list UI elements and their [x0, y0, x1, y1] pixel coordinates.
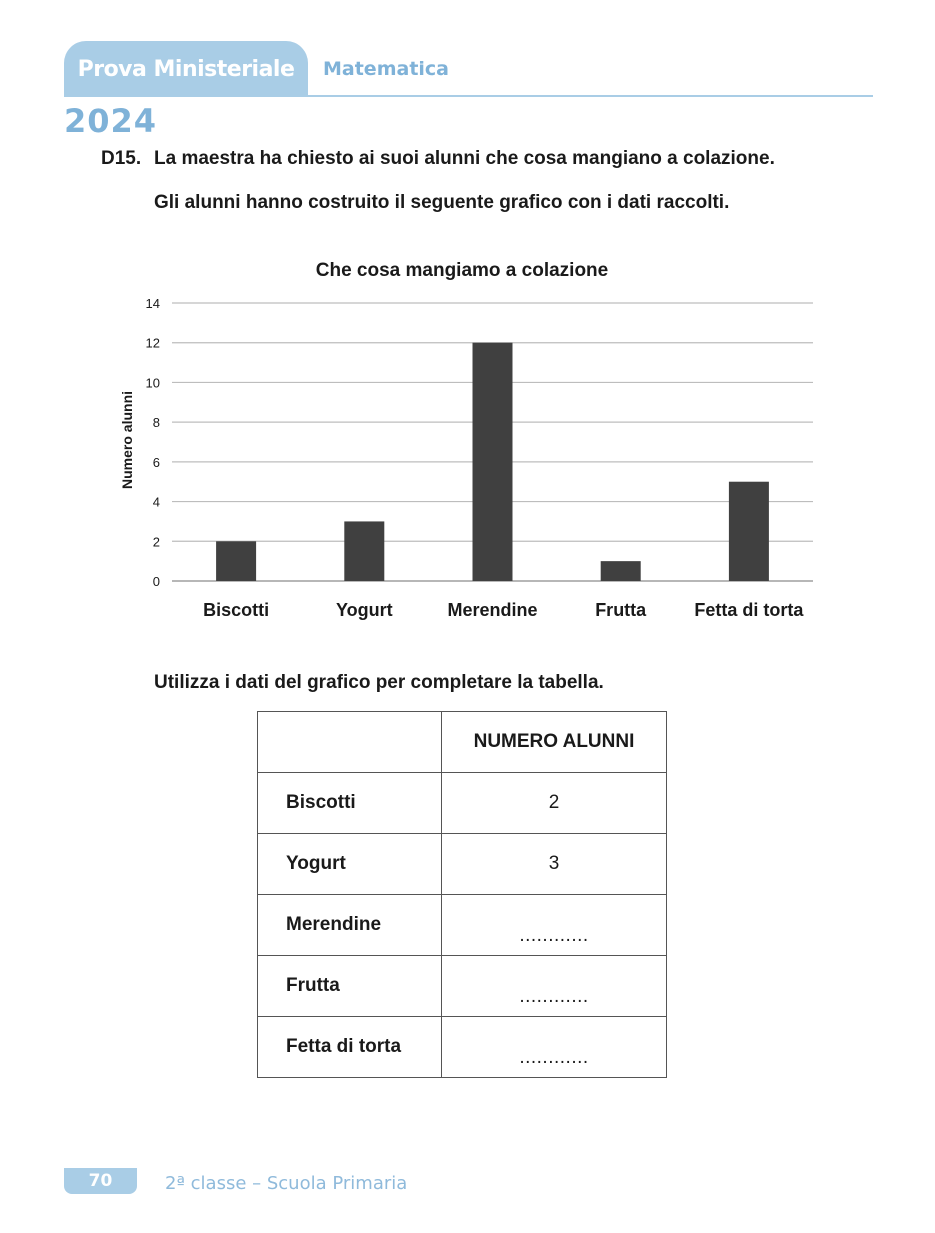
page-number: 70 [64, 1168, 137, 1194]
bar-biscotti [216, 541, 256, 581]
y-tick-label: 8 [152, 415, 160, 431]
row-label: Fetta di torta [258, 1017, 442, 1078]
blank-dots: ............ [519, 1047, 589, 1068]
subject-label: Matematica [323, 58, 449, 80]
row-value: 2 [442, 773, 667, 834]
row-answer-blank[interactable] [442, 895, 667, 956]
blank-dots: ............ [519, 925, 589, 946]
chart-title: Che cosa mangiamo a colazione [315, 260, 609, 281]
x-tick-label: Yogurt [335, 600, 393, 620]
bar-frutta [601, 561, 641, 581]
breakfast-bar-chart [110, 250, 830, 630]
bar-merendine [473, 343, 513, 581]
row-label: Yogurt [258, 834, 442, 895]
year-label: 2024 [64, 102, 158, 140]
footer-text: 2ª classe – Scuola Primaria [165, 1173, 408, 1194]
blank-dots: ............ [519, 986, 589, 1007]
bar-yogurt [344, 521, 384, 581]
y-tick-label: 4 [152, 494, 160, 510]
table-row [258, 834, 667, 895]
table-row [258, 956, 667, 1017]
row-value: 3 [442, 834, 667, 895]
chart-y-axis-label: Numero alunni [119, 390, 135, 490]
bar-fetta-di-torta [729, 482, 769, 581]
x-tick-label: Biscotti [203, 600, 270, 620]
answer-table [257, 711, 667, 1078]
y-tick-label: 10 [145, 375, 160, 391]
row-answer-blank[interactable] [442, 956, 667, 1017]
y-tick-label: 12 [145, 335, 160, 351]
y-tick-label: 6 [152, 454, 160, 470]
row-answer-blank[interactable] [442, 1017, 667, 1078]
question-text-line1: La maestra ha chiesto ai suoi alunni che cosa mangiano a colazione. [154, 148, 775, 169]
table-corner-cell [258, 712, 442, 773]
x-tick-label: Merendine [447, 600, 538, 620]
x-tick-label: Fetta di torta [694, 600, 804, 620]
y-tick-label: 14 [145, 296, 160, 311]
table-row [258, 1017, 667, 1078]
question-text-line2: Gli alunni hanno costruito il seguente grafico con i dati raccolti. [154, 192, 730, 213]
table-row [258, 773, 667, 834]
table-header: NUMERO ALUNNI [442, 712, 667, 773]
question-number: D15. [101, 148, 142, 169]
y-tick-label: 2 [152, 534, 160, 550]
header-divider [308, 95, 873, 97]
header-tab: Prova Ministeriale [64, 41, 308, 97]
row-label: Frutta [258, 956, 442, 1017]
instruction-text: Utilizza i dati del grafico per completare la tabella. [154, 672, 604, 693]
table-header-row [258, 712, 667, 773]
table-row [258, 895, 667, 956]
row-label: Merendine [258, 895, 442, 956]
row-label: Biscotti [258, 773, 442, 834]
y-tick-label: 0 [152, 574, 160, 589]
x-tick-label: Frutta [595, 600, 647, 620]
